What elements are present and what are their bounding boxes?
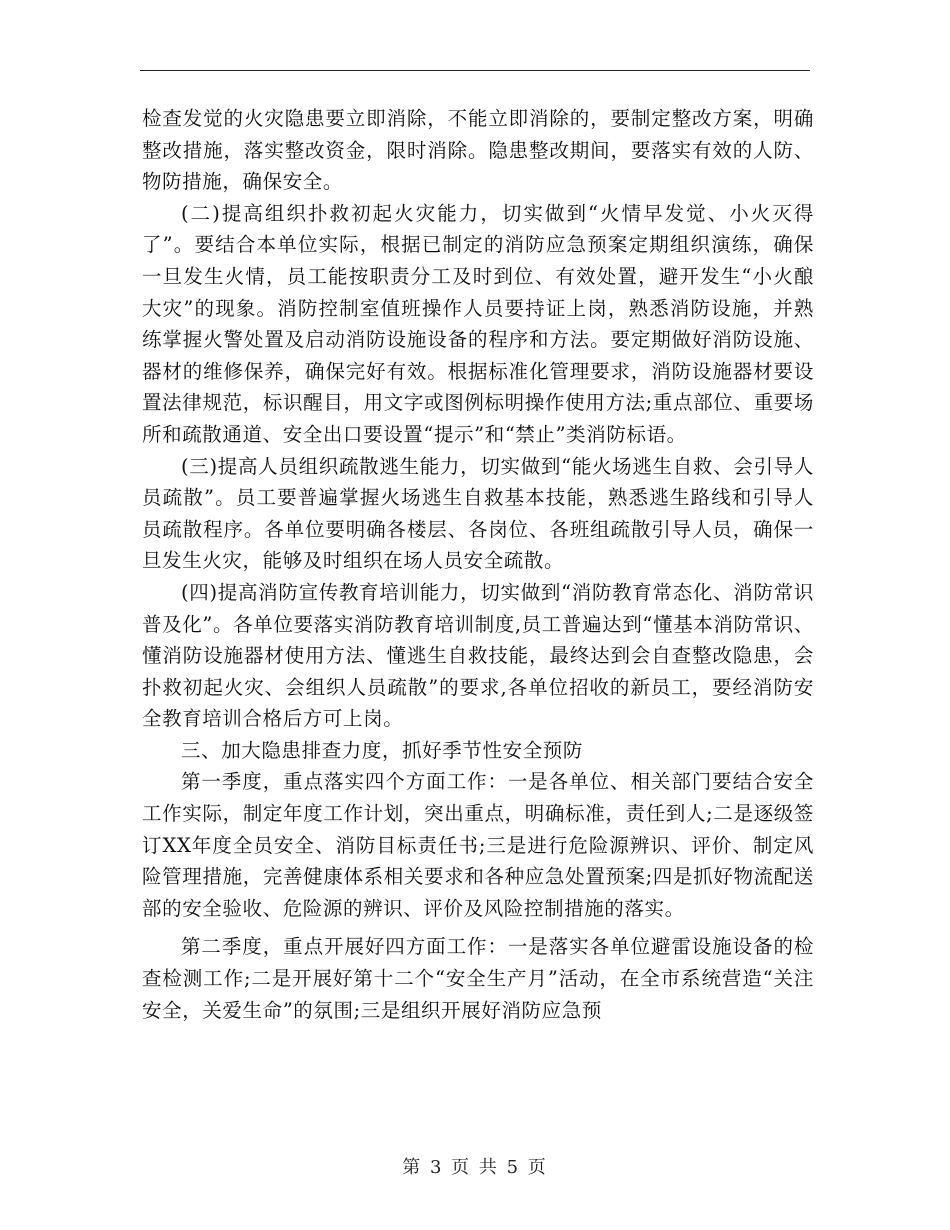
document-body (142, 103, 814, 1026)
paragraph-first-quarter: 第一季度，重点落实四个方面工作：一是各单位、相关部门要结合安全工作实际，制定年度工作计划，突出重点，明确标准，责任到人;二是逐级签订XX年度全员安全、消防目标责任书;三是进行危险源辨识、评价、制定风险管理措施，完善健康体系相关要求和各种应急处置预案;四是抓好物流配送部的安全验收、危险源的辨识、评价及风险控制措施的落实。 (142, 770, 814, 920)
header-divider (140, 70, 810, 71)
section-heading-hazard-inspection: 三、加大隐患排查力度，抓好季节性安全预防 (181, 738, 584, 762)
paragraph-education-training: (四)提高消防宣传教育培训能力，切实做到“消防教育常态化、消防常识普及化”。各单位要落实消防教育培训制度,员工普遍达到“懂基本消防常识、懂消防设施器材使用方法、懂逃生自救技能，最终达到会自查整改隐患，会扑救初起火灾、会组织人员疏散”的要求,各单位招收的新员工，要经消防安全教育培训合格后方可上岗。 (142, 580, 814, 731)
paragraph-second-quarter: 第二季度，重点开展好四方面工作：一是落实各单位避雷设施设备的检查检测工作;二是开展好第十二个“安全生产月”活动，在全市系统营造“关注安全，关爱生命”的氛围;三是组织开展好消防应急预 (142, 935, 814, 1022)
paragraph-initial-fire-response: (二)提高组织扑救初起火灾能力，切实做到“火情早发觉、小火灭得了”。要结合本单位实际，根据已制定的消防应急预案定期组织演练，确保一旦发生火情，员工能按职责分工及时到位、有效处置，避开发生“小火酿大灾”的现象。消防控制室值班操作人员要持证上岗，熟悉消防设施，并熟练掌握火警处置及启动消防设施设备的程序和方法。要定期做好消防设施、器材的维修保养，确保完好有效。根据标准化管理要求，消防设施器材要设置法律规范，标识醒目，用文字或图例标明操作使用方法;重点部位、重要场所和疏散通道、安全出口要设置“提示”和“禁止”类消防标语。 (142, 201, 814, 446)
paragraph-hazard-rectification: 检查发觉的火灾隐患要立即消除，不能立即消除的，要制定整改方案，明确整改措施，落实整改资金，限时消除。隐患整改期间，要落实有效的人防、物防措施，确保安全。 (142, 107, 814, 194)
page-number-footer: 第 3 页 共 5 页 (402, 1157, 548, 1178)
paragraph-evacuation-ability: (三)提高人员组织疏散逃生能力，切实做到“能火场逃生自救、会引导人员疏散”。员工要普遍掌握火场逃生自救基本技能，熟悉逃生路线和引导人员疏散程序。各单位要明确各楼层、各岗位、各班组疏散引导人员，确保一旦发生火灾，能够及时组织在场人员安全疏散。 (142, 454, 814, 573)
